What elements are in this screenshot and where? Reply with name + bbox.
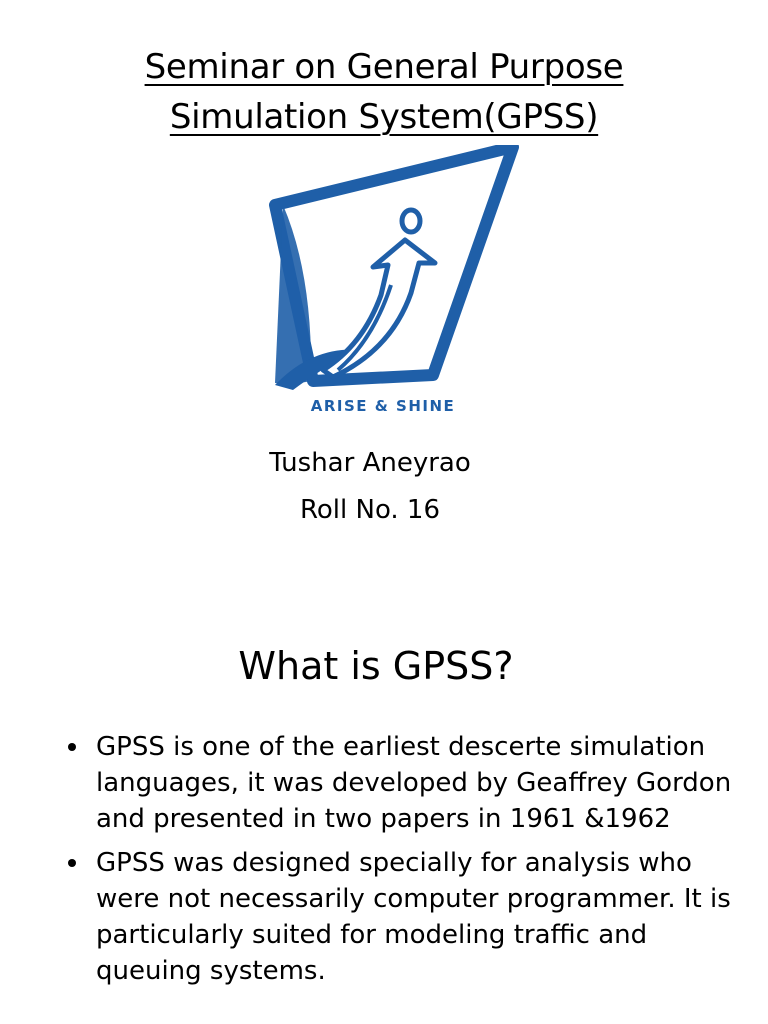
slide-title-line-2: Simulation System(GPSS) bbox=[169, 97, 599, 137]
slide-title bbox=[0, 42, 768, 142]
list-item bbox=[60, 729, 760, 837]
logo-text: ARISE & SHINE bbox=[310, 397, 456, 415]
bullet-text: GPSS is one of the earliest descerte simulation languages, it was developed by Geaffrey Gordon and presented in two papers in 1961 &1962 bbox=[96, 732, 732, 834]
author-name: Tushar Aneyrao bbox=[269, 448, 471, 478]
bullet-list bbox=[60, 729, 760, 997]
bullet-icon bbox=[68, 743, 76, 751]
roll-number: Roll No. 16 bbox=[299, 495, 441, 525]
section-title: What is GPSS? bbox=[238, 644, 514, 688]
bullet-text: GPSS was designed specially for analysis who were not necessarily computer programmer. It is particularly suited for modeling traffic and queuing systems. bbox=[96, 848, 731, 986]
bullet-icon bbox=[68, 859, 76, 867]
slide-title-line-1: Seminar on General Purpose bbox=[144, 47, 624, 87]
author-block bbox=[0, 440, 740, 534]
list-item bbox=[60, 845, 760, 989]
arise-and-shine-logo bbox=[163, 145, 605, 445]
